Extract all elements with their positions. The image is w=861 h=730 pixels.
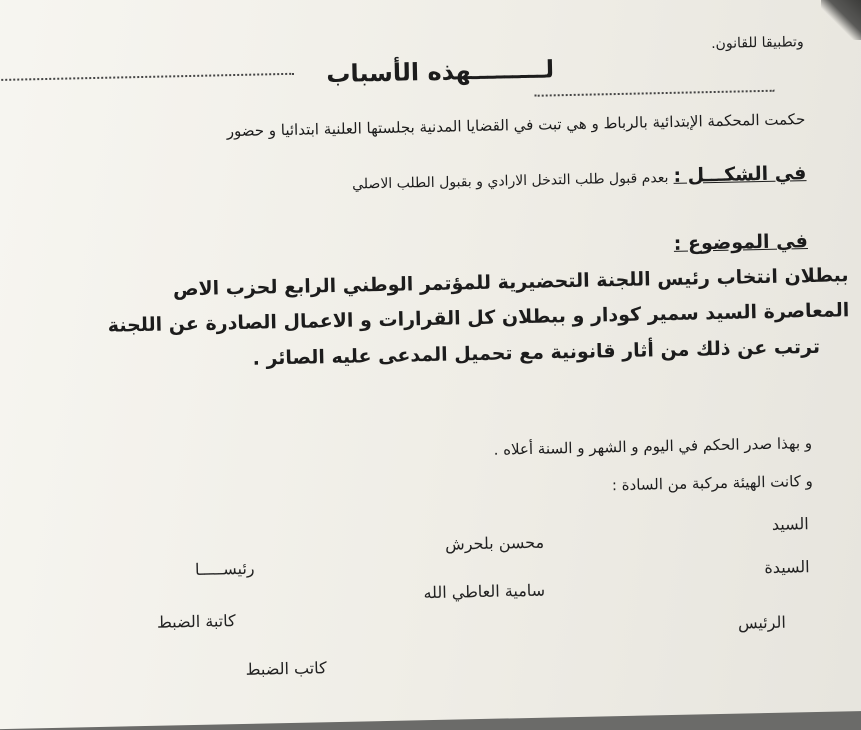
heading: لـــــــــهذه الأسباب bbox=[326, 55, 555, 89]
role-mrs: السيدة bbox=[764, 557, 810, 578]
form-label: في الشكـــل : bbox=[673, 162, 807, 187]
form-text: بعدم قبول طلب التدخل الارادي و بقبول الطلب الاصلي bbox=[352, 169, 669, 193]
subject-line-2: المعاصرة السيد سمير كودار و ببطلان كل القرارات و الاعمال الصادرة عن اللجنة bbox=[107, 299, 850, 337]
intro-text: وتطبيقا للقانون. bbox=[710, 34, 804, 53]
subject-line-3: ترتب عن ذلك من أثار قانونية مع تحميل المدعى عليه الصائر . bbox=[252, 335, 821, 370]
subject-line-1: ببطلان انتخاب رئيس اللجنة التحضيرية للمؤتمر الوطني الرابع لحزب الاص bbox=[172, 264, 849, 301]
dotted-rule-right bbox=[535, 90, 775, 97]
title-president-1: رئيســـــا bbox=[194, 558, 255, 579]
page-corner-shadow bbox=[821, 0, 861, 40]
form-paragraph bbox=[352, 162, 807, 194]
title-clerk-m: كاتب الضبط bbox=[245, 658, 327, 679]
dotted-rule-left bbox=[0, 73, 294, 81]
role-mr: السيد bbox=[771, 514, 809, 534]
title-president-2: الرئيس bbox=[737, 612, 786, 633]
title-clerk-f: كاتبة الضبط bbox=[156, 611, 236, 632]
ruling-text: حكمت المحكمة الإبتدائية بالرباط و هي تبت في القضايا المدنية بجلستها العلنية ابتدائيا و حضور bbox=[226, 110, 806, 141]
name-1: محسن بلحرش bbox=[444, 532, 545, 554]
panel-intro: و كانت الهيئة مركبة من السادة : bbox=[611, 472, 814, 495]
name-2: سامية العاطي الله bbox=[423, 580, 546, 603]
subject-label: في الموضوع : bbox=[673, 230, 809, 255]
issued-text: و بهذا صدر الحكم في اليوم و الشهر و السنة أعلاه . bbox=[493, 434, 813, 459]
